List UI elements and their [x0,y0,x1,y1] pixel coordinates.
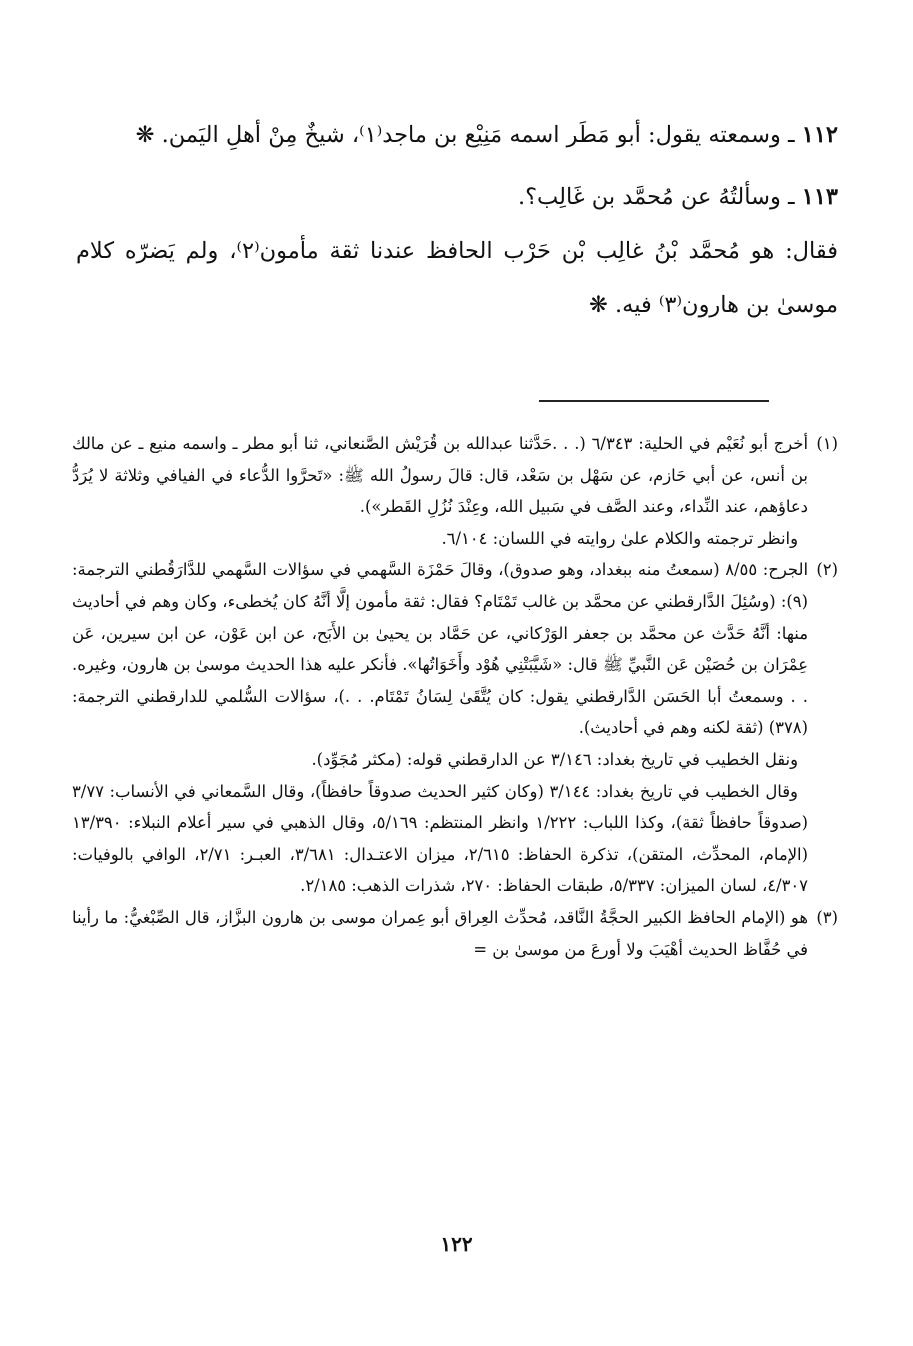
entry-number-112: ١١٢ [801,122,838,148]
footnote-divider [539,400,769,402]
paragraph-113-answer: فقال: هو مُحمَّد بْنُ غالِب بْن حَرْب الحافظ عندنا ثقة مأمون⁽٢⁾، ولم يَضرّه كلام موسىٰ بن هارون⁽٣⁾ فيه. ❋ [76,238,838,318]
entry-text-112: ـ وسمعته يقول: أبو مَطَر اسمه مَنِيْع بن ماجد⁽١⁾، شيخٌ مِنْ أهلِ اليَمن. ❋ [135,122,795,148]
footnote-3 [72,902,838,965]
entry-text-113: ـ وسألتُهُ عن مُحمَّد بن غَالِب؟. [517,184,795,210]
entry-number-113: ١١٣ [801,184,838,210]
footnote-3-text: هو (الإمام الحافظ الكبير الحجَّةُ النَّاقد، مُحدِّث العِراق أبو عِمران موسى بن هارون البزَّاز، قال الصِّبْغيُّ: ما رأينا في حُفَّاظ الحديث أهْيَبَ ولا أورعَ من موسىٰ بن = [72,907,808,959]
footnote-2-marker: (٢) [816,560,838,580]
footnotes [72,428,838,965]
footnote-1-text: أخرج أبو نُعَيْم في الحلية: ٦/٣٤٣ (. . .حَدَّثنا عبدالله بن قُرَيْش الصَّنعاني، ثنا أبو مطر ـ واسمه منيع ـ عن مالك بن أنس، عن أبي حَازم، عن سَهْل بن سَعْد، قال: قالَ رسولُ الله ﷺ: «تَحرَّوا الدُّعاء في الفيافي وثلاثة لا يُرَدُّ دعاؤهم، عند النِّداء، وعند الصَّف في سَبيل الله، وعِنْدَ نُزُلِ القَطر»). [72,434,808,517]
footnote-1-sub: وانظر ترجمته والكلام علىٰ روايته في اللسان: ٦/١٠٤. [441,528,798,548]
page-number: ١٢٢ [440,1232,473,1256]
paragraph-113 [76,170,838,224]
footnote-2 [72,554,838,744]
footnote-1-marker: (١) [816,434,838,453]
footnote-2-text: الجرح: ٨/٥٥ (سمعتُ منه ببغداد، وهو صدوق)، وقالَ حَمْزَة السَّهمي في سؤالات السَّهمي للدَّارَقُطني الترجمة: (٩): (وسُئِلَ الدَّارقطني عن محمَّد بن غالب تَمْتَام؟ فقال: ثقة مأمون إلَّا أنَّهُ كان يُخطىء، وكان وهم في أحاديث منها: أنَّهُ حَدَّث عن محمَّد بن جعفر الوَرْكاني، عن حَمَّاد بن يحيىٰ بن الأَبَح، عن ابن عَوْن، عن ابن سيرين، عَن عِمْرَان بن حُصَيْن عَن النَّبيِّ ﷺ قال: «شَيَّبَتْنِي هُوْد وأَخَوَاتُها». فأنكر عليه هذا الحديث موسىٰ بن هارون، وغيره. . . وسمعتُ أبا الحَسَن الدَّارقطني يقول: كان يُتَّقَىٰ لِسَانُ تَمْتَام. . .)، سؤالات السُّلمي للدارقطني الترجمة: (٣٧٨) (ثقة لكنه وهم في أحاديث). [72,560,808,738]
paragraph-112 [76,108,838,162]
footnote-2-sub-1: ونقل الخطيب في تاريخ بغداد: ٣/١٤٦ عن الدارقطني قوله: (مكثر مُجَوِّد). [311,749,798,769]
footnote-2-sub-2: وقال الخطيب في تاريخ بغداد: ٣/١٤٤ (وكان كثير الحديث صدوقاً حافظاً)، وقال السَّمعاني في الأنساب: ٣/٧٧ (صدوقاً حافظاً ثقة)، وكذا اللباب: ١/٢٢٢ وانظر المنتظم: ٥/١٦٩، وقال الذهبي في سير أعلام النبلاء: ١٣/٣٩٠ (الإمام، المحدِّث، المتقن)، تذكرة الحفاظ: ٢/٦١٥، ميزان الاعتـدال: ٣/٦٨١، العبـر: ٢/٧١، الوافي بالوفيات: ٤/٣٠٧، لسان الميزان: ٥/٣٣٧، طبقات الحفاظ: ٢٧٠، شذرات الذهب: ٢/١٨٥. [72,781,809,896]
main-text [76,108,838,332]
footnote-3-marker: (٣) [816,907,838,927]
footnote-1 [72,428,838,523]
